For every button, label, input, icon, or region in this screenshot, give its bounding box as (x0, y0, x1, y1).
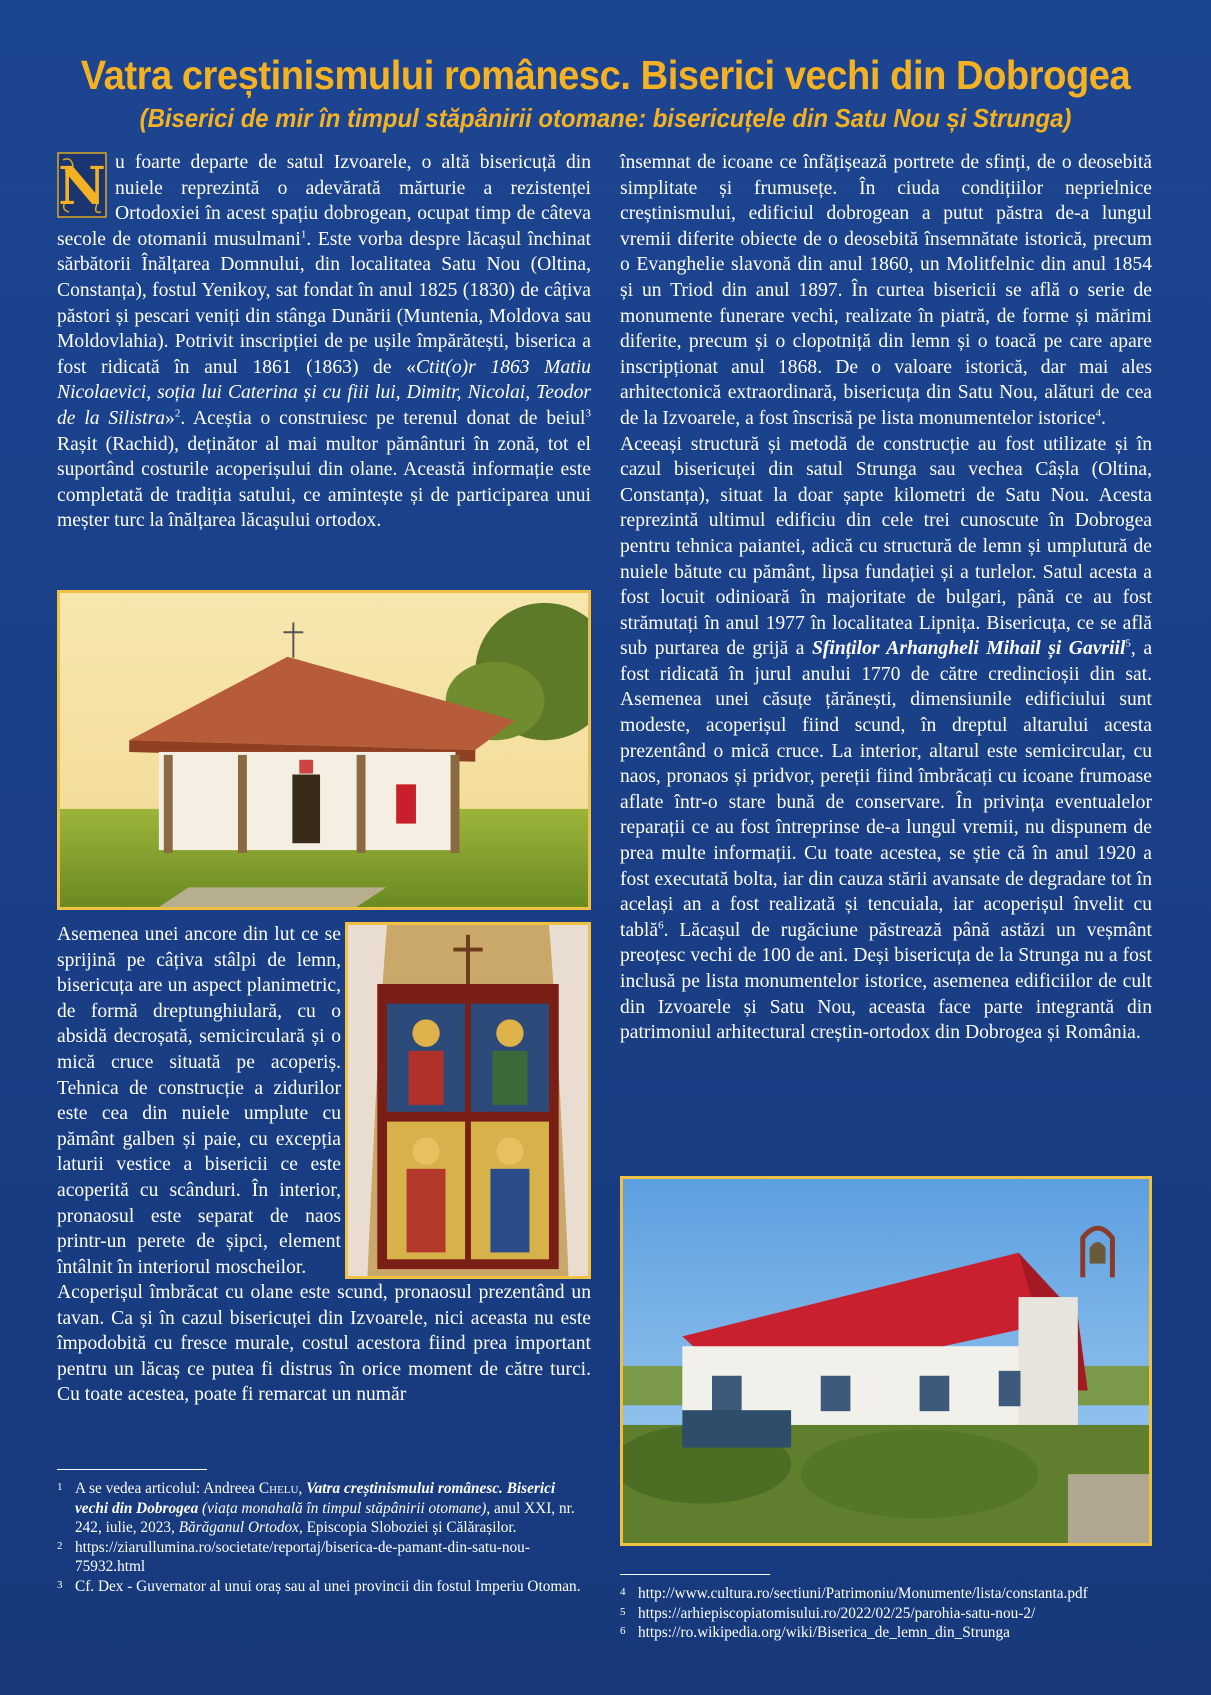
continuation-text: Acoperișul îmbrăcat cu olane este scund, pronaosul prezentând un tavan. Ca și în cazul bisericuței din Izvoarele, nici aceasta nu este împodobită cu fresce murale, costul acestora fiind prea important pentru un lăcaș ce putea fi distrus în orice moment de către turci. Cu toate acestea, poate fi remarcat un număr (57, 1282, 591, 1406)
footnote-number: 4 (620, 1586, 626, 1598)
text-run: . Este vorba despre lăcașul închinat sărbătorii Înălțarea Domnului, din localitatea Satu Nou (Oltina, Constanța), fostul Yenikoy, sat fondat în anul 1825 (1830) de câțiva păstori și pescari veniți din stânga Dunării (Muntenia, Moldova sau Moldovlahia). Potrivit inscripției de pe ușile împărătești, biserica a fost ridicată în anul 1861 (1863) de « (57, 228, 591, 378)
right-column-text (620, 150, 1152, 1046)
footnote-number: 6 (620, 1625, 626, 1637)
footnote-number: 3 (57, 1578, 63, 1591)
footnote-ref-2[interactable]: 2 (174, 407, 181, 420)
footnote-5 (620, 1604, 1160, 1624)
patron-saints: Sfinților Arhangheli Mihail și Gavriil (811, 638, 1126, 660)
footnote-divider (620, 1574, 770, 1575)
text-run: u foarte departe de satul Izvoarele, o altă bisericuță din nuiele reprezintă o adevărată mărturie a rezistenței Ortodoxiei în acest spațiu dobrogean, ocupat timp de câteva secole de otomanii musulmani (57, 152, 591, 250)
left-column-text (57, 150, 591, 534)
paragraph-structure (57, 922, 341, 1280)
footnote-1 (57, 1479, 591, 1538)
author-name: Chelu (258, 1480, 299, 1497)
paragraph-satu-nou (57, 150, 591, 534)
text-run: » (165, 407, 175, 429)
text-run: . Lăcașul de rugăciune păstrează până astăzi un veșmânt preoțesc vechi de 100 de ani. Deși bisericuța de la Strunga nu a fost inclusă pe lista monumentelor istorice, asemenea edificiilor de cult din Izvoarele și Satu Nou, aceasta face parte integrantă din patrimoniul arhitectural creștin-ortodox din Dobrogea și România. (620, 919, 1152, 1044)
footnote-ref-3[interactable]: 3 (585, 407, 592, 420)
footnote-text: Cf. Dex - Guvernator al unui oraș sau al unei provincii din fostul Imperiu Otoman. (75, 1577, 581, 1595)
dropcap-letter: N (58, 156, 106, 217)
footnote-link[interactable]: https://ro.wikipedia.org/wiki/Biserica_de_lemn_din_Strunga (638, 1624, 1010, 1641)
text-run: , a fost ridicată în jurul anului 1770 de către credincioșii din sat. Asemenea unei căsuțe țărănești, dimensiunile edificiului sunt modeste, acoperișul fiind scund, în dreptul altarului acesta prezentând o mică cruce. La interior, altarul este semicircular, cu naos, pronaos și pridvor, pereții fiind îmbrăcați cu icoane frumoase aflate într-o stare bună de conservare. În privința eventualelor reparații ce au fost întreprinse de-a lungul vremii, nu dispunem de prea multe informații. Cu toate acestea, se știe că în anul 1920 a fost executată bolta, iar din cauza stării avansate de degradare tot în același an a fost realizată și tencuiala, iar acoperișul învelit cu tablă (620, 638, 1153, 941)
text-run: , (298, 1480, 307, 1497)
text-run: . Aceștia o construiesc pe terenul donat de beiul (180, 407, 586, 429)
dropcap-n (57, 152, 107, 218)
footnotes-right (620, 1574, 1160, 1643)
text-run: Aceeași structură și metodă de construcție au fost utilizate și în cazul bisericuței din satul Strunga sau vechea Câșla (Oltina, Constanța), situat la doar șapte kilometri de Satu Nou. Acesta reprezintă ultimul edificiu din cele trei cunoscute în Dobrogea pentru tehnica paiantei, adică cu structură de lemn și umplutură de nuiele bătute cu pământ, lipsa fundației și a turlelor. Satul acesta a fost locuit odinioară în majoritate de bulgari, până ce au fost strămutați în anul 1977 în localitatea Lipnița. Bisericuța, ce se află sub purtarea de grijă a (620, 433, 1152, 660)
footnote-number: 2 (57, 1539, 63, 1552)
text-run: . (1101, 407, 1106, 429)
footnote-ref-6[interactable]: 6 (658, 919, 664, 932)
photo-satu-nou-church (57, 590, 591, 910)
article-ref-title: Vatra creștinismului românesc. Biserici vechi din Dobrogea (75, 1480, 556, 1517)
paragraph-strunga (620, 432, 1152, 1046)
footnote-link[interactable]: https://ziarullumina.ro/societate/reportaj/biserica-de-pamant-din-satu-nou-75932.html (75, 1538, 530, 1575)
footnote-link[interactable]: http://www.cultura.ro/sectiuni/Patrimoniu/Monumente/lista/constanta.pdf (638, 1585, 1088, 1602)
footnote-2 (57, 1538, 591, 1577)
footnote-number: 5 (620, 1605, 626, 1618)
footnote-3 (57, 1577, 591, 1597)
paragraph-satu-nou-objects (620, 150, 1152, 432)
footnote-ref-4[interactable]: 4 (1095, 407, 1102, 420)
inscription-quote: Ctit(o)r 1863 Matiu Nicolaevici, soția lui Caterina și cu fiii lui, Dimitr, Nicolai, Teodor de la Silistra (57, 356, 591, 429)
publication-name: Bărăganul Ortodox (178, 1519, 299, 1536)
text-run: însemnat de icoane ce înfățișează portrete de sfinți, de o deosebită simplitate și frumusețe. În ciuda condițiilor neprielnice creștinismului, edificiul dobrogean a putut păstra de-a lungul vremii diferite obiecte de o deosebită însemnătate istorică, precum o Evanghelie slavonă din anul 1860, un Molitfelnic din anul 1854 și un Triod din anul 1897. În curtea bisericii se află o serie de monumente funerare vechi, realizate în piatră, de forme și mărimi diferite, precum și o clopotniță din lemn și o toacă pe care apare inscripționat anul 1868. De o valoare istorică, dar mai ales arhitectonică extraordinară, bisericuța din Satu Nou, alături de cea de la Izvoarele, a fost înscrisă pe lista monumentelor istorice (620, 152, 1152, 429)
left-column-continuation (57, 1280, 591, 1440)
text-run: , anul XXI, nr. 242, iulie, 2023, (75, 1499, 575, 1536)
photo-strunga-church (620, 1176, 1152, 1546)
paragraph-structure-continued (57, 1280, 591, 1440)
text-run: A se vedea articolul: Andreea (75, 1480, 259, 1497)
left-column-wrap-text (57, 922, 341, 1280)
text-run: Asemenea unei ancore din lut ce se sprijină pe câțiva stâlpi de lemn, bisericuța are un aspect planimetric, de formă dreptunghiulară, cu o absidă decroșată, semicirculară și o mică cruce situată pe acoperiș. Tehnica de construcție a zidurilor este cea din nuiele umplute cu pământ galben și paie, cu excepția laturii vestice a bisericii ce este acoperită cu scânduri. În interior, pronaosul este separat de naos printr-un perete de șipci, element întâlnit în interiorul moscheilor. (57, 924, 341, 1278)
footnote-number: 1 (57, 1481, 63, 1493)
footnotes-left (57, 1469, 591, 1596)
footnote-link[interactable]: https://arhiepiscopiatomisului.ro/2022/02/25/parohia-satu-nou-2/ (638, 1604, 1036, 1622)
footnote-ref-5[interactable]: 5 (1125, 637, 1131, 650)
footnote-6 (620, 1623, 1160, 1643)
text-run: (viața monahală în timpul stăpânirii otomane) (198, 1499, 487, 1517)
photo-icon-doors (345, 922, 591, 1279)
text-run: Rașit (Rachid), deținător al mai multor pământuri în zonă, tot el suportând costurile acoperișului din olane. Această informație este completată de tradiția satului, ce amintește și de participarea unui meșter turc la înălțarea lăcașului ortodox. (57, 433, 591, 532)
footnote-divider (57, 1469, 207, 1470)
footnote-ref-1[interactable]: 1 (300, 228, 307, 241)
footnote-text (75, 1479, 591, 1538)
text-run: , Episcopia Sloboziei și Călărașilor. (298, 1519, 517, 1536)
footnote-4 (620, 1584, 1160, 1604)
article-title: Vatra creștinismului românesc. Biserici vechi din Dobrogea (80, 52, 1131, 98)
article-subtitle: (Biserici de mir în timpul stăpânirii otomane: bisericuțele din Satu Nou și Strunga) (139, 103, 1072, 133)
